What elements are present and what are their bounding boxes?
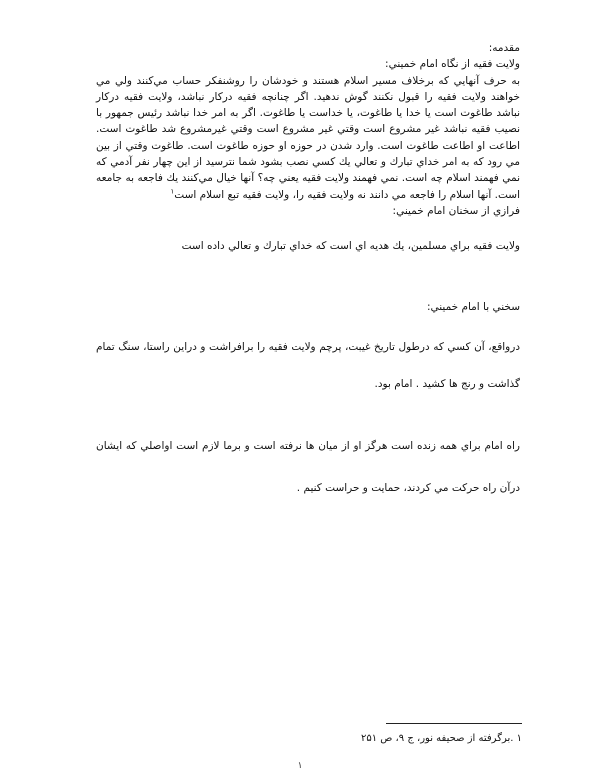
excerpt-label: فرازي از سخنان امام خميني:	[392, 204, 520, 217]
quote-line: ولايت فقيه براي مسلمين، يك هديه اي است كه خداي تبارك و تعالي داده است	[181, 240, 520, 253]
paragraph-main-text: به حرف آنهايي كه برخلاف مسير اسلام هستند و خودشان را روشنفكر حساب مي‌كنند ولي مي خواهند ولايت فقيه را قبول نكنند گوش ندهيد. اگر چنانچه فقيه دركار نباشد، ولايت فقيه دركار نباشد طاغوت است يا خدا يا طاغوت، يا خداست يا طاغوت. اگر به امر خدا نباشد رئيس جمهور با نصيب فقيه نباشد غير مشروع است وقتي غير مشروع است وقتي غيرمشروع شد طاغوت است. اطاعت او اطاعت طاغوت است. وارد شدن در حوزه او حوزه طاغوت است. طاغوت وقتي از بين مي رود كه به امر خداي تبارك و تعالي يك كسي نصب بشود شما نترسيد از اين چهار نفر آدمي كه نمي فهمند اسلام چه است. نمي فهمند ولايت فقيه يعني چه؟ آنها خيال مي‌كنند يك فاجعه به جامعه است. آنها اسلام را فاجعه مي دانند نه ولايت فقيه را، ولايت فقيه تبع اسلام است	[96, 74, 520, 201]
heading-view: ولايت فقيه از نگاه امام خميني:	[385, 58, 520, 71]
document-body	[96, 40, 520, 509]
page-number: ۱	[297, 761, 303, 771]
talk-paragraph: درواقع، آن كسي كه درطول تاريخ غيبت، پرچم ولايت فقيه را برافراشت و دراين راستا، سنگ تمام گذاشت و رنج ها كشيد . امام بود.	[96, 340, 520, 390]
path-paragraph: راه امام براي همه زنده است هرگز او از ميان ها نرفته است و برما لازم است اواصلي كه ايشان درآن راه حركت مي كردند، حمايت و حراست كنيم .	[96, 439, 520, 494]
footnote-divider	[386, 723, 522, 724]
heading-intro: مقدمه:	[488, 42, 520, 54]
talk-title: سخني با امام خميني:	[426, 300, 520, 313]
paragraph-main	[96, 73, 520, 203]
footnote: ۱ .برگرفته از صحيفه نور، ج ۹، ص ۲۵۱	[360, 733, 522, 744]
footnote-reference: ۱	[170, 187, 175, 196]
